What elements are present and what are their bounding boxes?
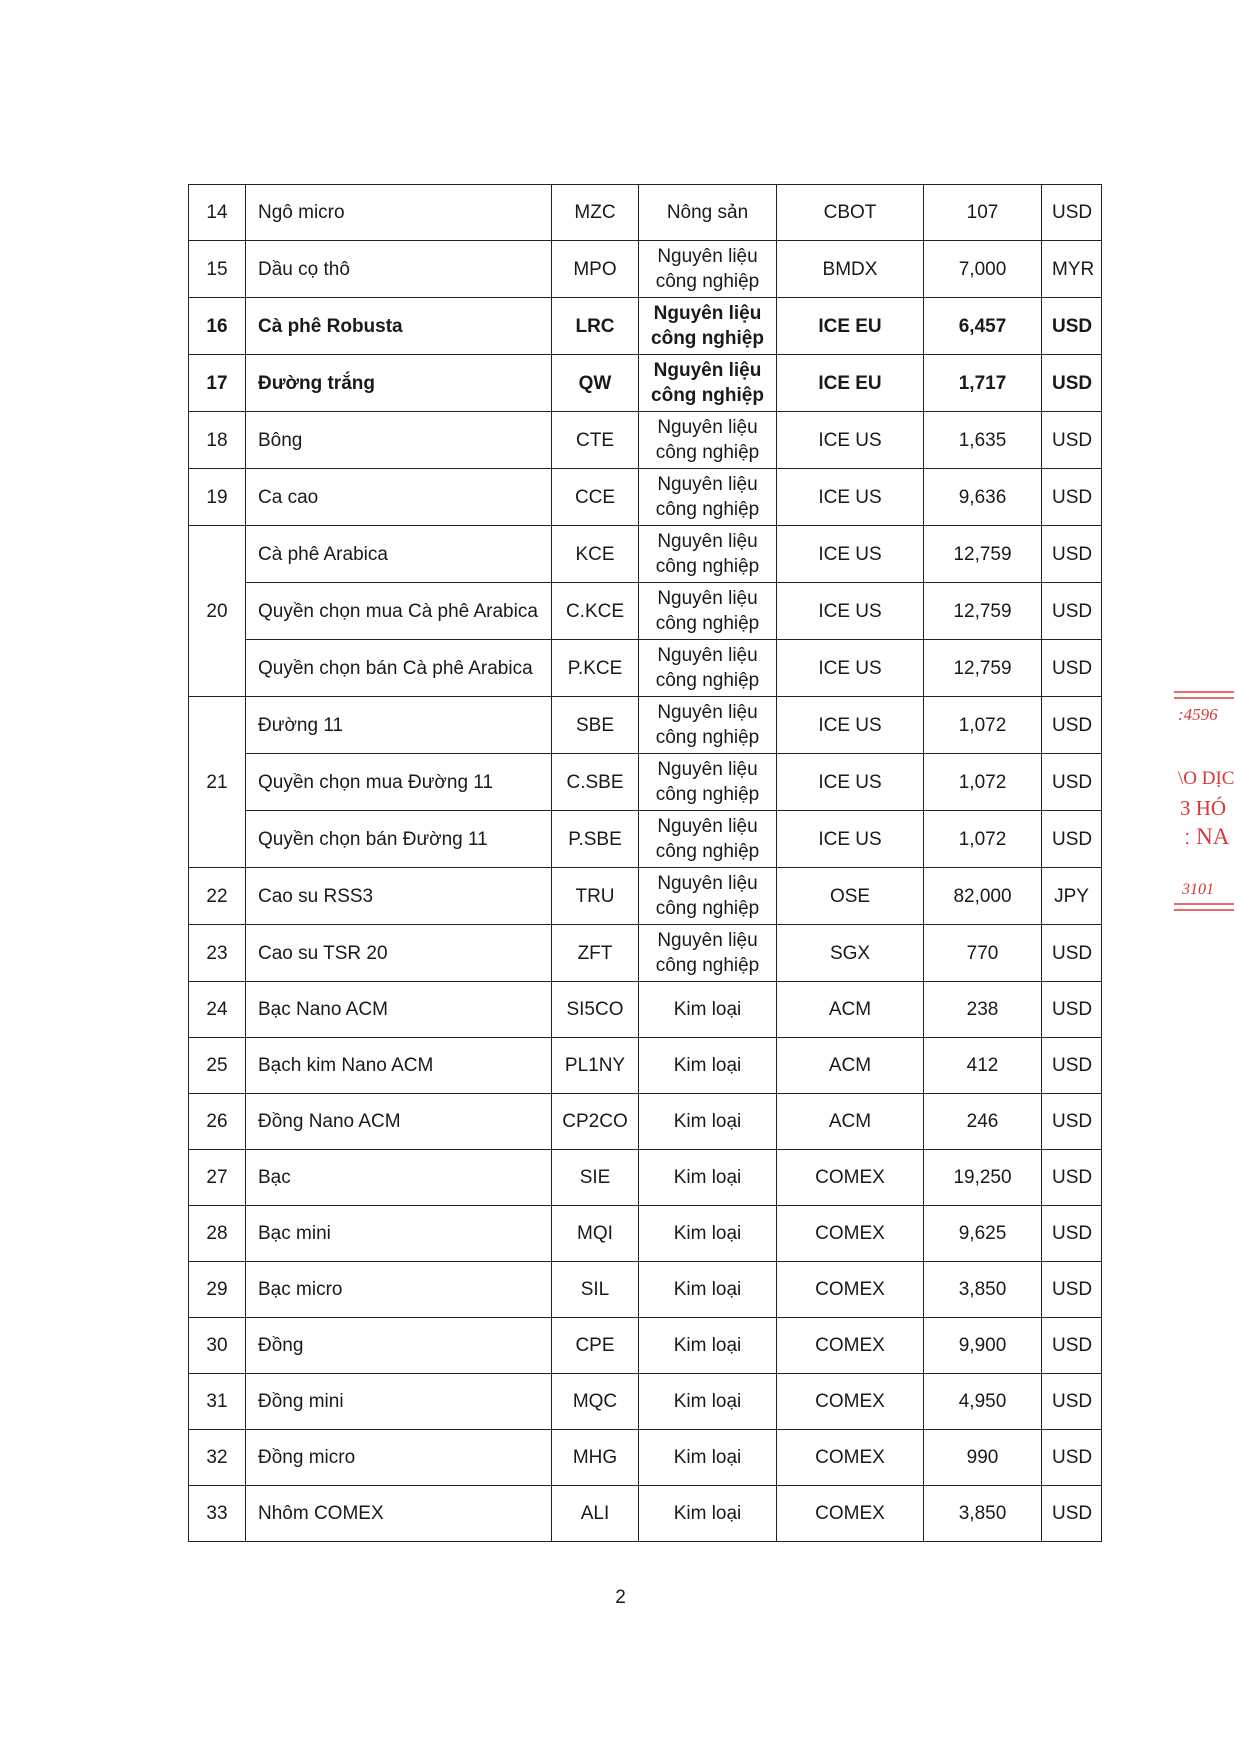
table-row [189, 469, 1102, 526]
exchange-cell: ICE US [777, 697, 924, 754]
table-row [189, 583, 1102, 640]
commodity-group-cell: Nguyên liệu công nghiệp [639, 412, 777, 469]
commodity-name-cell: Đường trắng [246, 355, 552, 412]
row-number-cell: 26 [189, 1094, 246, 1150]
commodity-group-cell: Nguyên liệu công nghiệp [639, 697, 777, 754]
table-row [189, 1262, 1102, 1318]
currency-cell: USD [1042, 526, 1102, 583]
exchange-cell: COMEX [777, 1430, 924, 1486]
row-number-cell: 31 [189, 1374, 246, 1430]
commodity-code-cell: LRC [552, 298, 639, 355]
currency-cell: USD [1042, 298, 1102, 355]
margin-value-cell: 19,250 [924, 1150, 1042, 1206]
exchange-cell: SGX [777, 925, 924, 982]
margin-value-cell: 12,759 [924, 526, 1042, 583]
margin-value-cell: 4,950 [924, 1374, 1042, 1430]
table-row [189, 868, 1102, 925]
commodity-name-cell: Quyền chọn bán Cà phê Arabica [246, 640, 552, 697]
currency-cell: USD [1042, 469, 1102, 526]
exchange-cell: ACM [777, 982, 924, 1038]
row-number-cell: 23 [189, 925, 246, 982]
table-row [189, 1150, 1102, 1206]
red-seal-fragment [1170, 683, 1241, 913]
margin-value-cell: 1,072 [924, 697, 1042, 754]
commodity-name-cell: Cà phê Arabica [246, 526, 552, 583]
commodity-group-cell: Nguyên liệu công nghiệp [639, 754, 777, 811]
commodity-group-cell: Nguyên liệu công nghiệp [639, 526, 777, 583]
exchange-cell: ICE US [777, 469, 924, 526]
row-number-cell: 17 [189, 355, 246, 412]
row-number-cell: 20 [189, 526, 246, 697]
row-number-cell: 21 [189, 697, 246, 868]
seal-line: ː NA [1184, 824, 1230, 849]
table-row [189, 241, 1102, 298]
row-number-cell: 15 [189, 241, 246, 298]
exchange-cell: ICE US [777, 412, 924, 469]
margin-value-cell: 7,000 [924, 241, 1042, 298]
commodity-group-cell: Kim loại [639, 1038, 777, 1094]
margin-value-cell: 9,636 [924, 469, 1042, 526]
commodity-group-cell: Nguyên liệu công nghiệp [639, 868, 777, 925]
currency-cell: USD [1042, 355, 1102, 412]
currency-cell: USD [1042, 982, 1102, 1038]
margin-value-cell: 3,850 [924, 1486, 1042, 1542]
margin-value-cell: 770 [924, 925, 1042, 982]
commodity-code-cell: CPE [552, 1318, 639, 1374]
currency-cell: USD [1042, 583, 1102, 640]
exchange-cell: COMEX [777, 1486, 924, 1542]
margin-value-cell: 107 [924, 185, 1042, 241]
exchange-cell: ICE US [777, 583, 924, 640]
currency-cell: USD [1042, 1486, 1102, 1542]
commodity-group-cell: Nguyên liệu công nghiệp [639, 469, 777, 526]
margin-value-cell: 1,072 [924, 754, 1042, 811]
table-row [189, 355, 1102, 412]
exchange-cell: ACM [777, 1038, 924, 1094]
table-row [189, 1206, 1102, 1262]
seal-line: :4596 [1178, 705, 1218, 724]
currency-cell: JPY [1042, 868, 1102, 925]
currency-cell: USD [1042, 412, 1102, 469]
table-row [189, 982, 1102, 1038]
commodity-code-cell: TRU [552, 868, 639, 925]
table-row [189, 754, 1102, 811]
currency-cell: USD [1042, 1430, 1102, 1486]
commodity-name-cell: Bạc Nano ACM [246, 982, 552, 1038]
row-number-cell: 14 [189, 185, 246, 241]
row-number-cell: 28 [189, 1206, 246, 1262]
exchange-cell: ICE US [777, 640, 924, 697]
row-number-cell: 16 [189, 298, 246, 355]
margin-value-cell: 9,900 [924, 1318, 1042, 1374]
commodity-name-cell: Bông [246, 412, 552, 469]
commodity-code-cell: SI5CO [552, 982, 639, 1038]
commodity-group-cell: Kim loại [639, 1094, 777, 1150]
commodity-group-cell: Nông sản [639, 185, 777, 241]
table-row [189, 412, 1102, 469]
commodity-code-cell: C.SBE [552, 754, 639, 811]
commodity-code-cell: P.SBE [552, 811, 639, 868]
exchange-cell: ICE US [777, 754, 924, 811]
commodity-group-cell: Kim loại [639, 1374, 777, 1430]
commodity-code-cell: CTE [552, 412, 639, 469]
commodity-group-cell: Nguyên liệu công nghiệp [639, 298, 777, 355]
currency-cell: MYR [1042, 241, 1102, 298]
seal-line: 3101 [1182, 881, 1214, 898]
table-row [189, 1318, 1102, 1374]
seal-line: \O DỊC [1178, 768, 1235, 789]
table-row [189, 1374, 1102, 1430]
margin-value-cell: 246 [924, 1094, 1042, 1150]
commodity-code-cell: SIL [552, 1262, 639, 1318]
row-number-cell: 25 [189, 1038, 246, 1094]
currency-cell: USD [1042, 811, 1102, 868]
currency-cell: USD [1042, 185, 1102, 241]
commodity-group-cell: Nguyên liệu công nghiệp [639, 583, 777, 640]
commodity-name-cell: Quyền chọn bán Đường 11 [246, 811, 552, 868]
commodity-name-cell: Nhôm COMEX [246, 1486, 552, 1542]
commodity-name-cell: Bạc mini [246, 1206, 552, 1262]
margin-value-cell: 238 [924, 982, 1042, 1038]
commodity-name-cell: Đồng mini [246, 1374, 552, 1430]
commodity-name-cell: Đồng Nano ACM [246, 1094, 552, 1150]
row-number-cell: 33 [189, 1486, 246, 1542]
currency-cell: USD [1042, 1150, 1102, 1206]
commodity-group-cell: Nguyên liệu công nghiệp [639, 241, 777, 298]
table-row [189, 1094, 1102, 1150]
commodity-code-cell: MQI [552, 1206, 639, 1262]
currency-cell: USD [1042, 925, 1102, 982]
margin-value-cell: 1,635 [924, 412, 1042, 469]
table-row [189, 298, 1102, 355]
commodity-name-cell: Cao su TSR 20 [246, 925, 552, 982]
margin-value-cell: 3,850 [924, 1262, 1042, 1318]
commodity-name-cell: Ngô micro [246, 185, 552, 241]
commodity-group-cell: Kim loại [639, 1150, 777, 1206]
commodity-group-cell: Kim loại [639, 1318, 777, 1374]
exchange-cell: ICE US [777, 526, 924, 583]
commodity-group-cell: Kim loại [639, 1486, 777, 1542]
row-number-cell: 19 [189, 469, 246, 526]
margin-value-cell: 990 [924, 1430, 1042, 1486]
commodity-name-cell: Ca cao [246, 469, 552, 526]
exchange-cell: BMDX [777, 241, 924, 298]
table-row [189, 925, 1102, 982]
commodity-code-cell: ALI [552, 1486, 639, 1542]
commodity-group-cell: Nguyên liệu công nghiệp [639, 811, 777, 868]
row-number-cell: 22 [189, 868, 246, 925]
margin-value-cell: 412 [924, 1038, 1042, 1094]
exchange-cell: ACM [777, 1094, 924, 1150]
commodity-name-cell: Quyền chọn mua Đường 11 [246, 754, 552, 811]
margin-value-cell: 6,457 [924, 298, 1042, 355]
commodity-code-cell: PL1NY [552, 1038, 639, 1094]
table-row [189, 1038, 1102, 1094]
commodity-name-cell: Cà phê Robusta [246, 298, 552, 355]
commodity-code-cell: CCE [552, 469, 639, 526]
table-row [189, 185, 1102, 241]
commodity-code-cell: MPO [552, 241, 639, 298]
exchange-cell: COMEX [777, 1150, 924, 1206]
page-number: 2 [615, 1587, 626, 1608]
exchange-cell: ICE US [777, 811, 924, 868]
commodity-code-cell: MQC [552, 1374, 639, 1430]
exchange-cell: OSE [777, 868, 924, 925]
row-number-cell: 30 [189, 1318, 246, 1374]
commodity-code-cell: KCE [552, 526, 639, 583]
commodity-code-cell: CP2CO [552, 1094, 639, 1150]
exchange-cell: COMEX [777, 1262, 924, 1318]
commodity-name-cell: Đồng [246, 1318, 552, 1374]
commodity-group-cell: Kim loại [639, 1262, 777, 1318]
commodity-name-cell: Bạch kim Nano ACM [246, 1038, 552, 1094]
exchange-cell: COMEX [777, 1206, 924, 1262]
commodity-group-cell: Kim loại [639, 982, 777, 1038]
commodity-code-cell: MZC [552, 185, 639, 241]
table-row [189, 1430, 1102, 1486]
commodity-code-cell: P.KCE [552, 640, 639, 697]
commodity-name-cell: Bạc micro [246, 1262, 552, 1318]
currency-cell: USD [1042, 1374, 1102, 1430]
commodity-name-cell: Đường 11 [246, 697, 552, 754]
currency-cell: USD [1042, 1262, 1102, 1318]
exchange-cell: ICE EU [777, 355, 924, 412]
commodity-group-cell: Nguyên liệu công nghiệp [639, 640, 777, 697]
currency-cell: USD [1042, 697, 1102, 754]
exchange-cell: ICE EU [777, 298, 924, 355]
commodity-group-cell: Nguyên liệu công nghiệp [639, 355, 777, 412]
exchange-cell: CBOT [777, 185, 924, 241]
commodity-name-cell: Bạc [246, 1150, 552, 1206]
commodity-name-cell: Dầu cọ thô [246, 241, 552, 298]
commodity-group-cell: Kim loại [639, 1430, 777, 1486]
margin-value-cell: 12,759 [924, 583, 1042, 640]
table-row [189, 811, 1102, 868]
commodity-name-cell: Cao su RSS3 [246, 868, 552, 925]
margin-value-cell: 82,000 [924, 868, 1042, 925]
table-row [189, 640, 1102, 697]
margin-value-cell: 1,072 [924, 811, 1042, 868]
table-row [189, 526, 1102, 583]
commodity-code-cell: MHG [552, 1430, 639, 1486]
currency-cell: USD [1042, 1318, 1102, 1374]
row-number-cell: 27 [189, 1150, 246, 1206]
exchange-cell: COMEX [777, 1318, 924, 1374]
commodity-code-cell: SBE [552, 697, 639, 754]
row-number-cell: 24 [189, 982, 246, 1038]
margin-value-cell: 12,759 [924, 640, 1042, 697]
commodity-code-cell: QW [552, 355, 639, 412]
commodity-code-cell: C.KCE [552, 583, 639, 640]
commodity-name-cell: Đồng micro [246, 1430, 552, 1486]
table-row [189, 697, 1102, 754]
margin-value-cell: 1,717 [924, 355, 1042, 412]
currency-cell: USD [1042, 640, 1102, 697]
seal-line: 3 HÓ [1180, 796, 1227, 820]
margin-value-cell: 9,625 [924, 1206, 1042, 1262]
exchange-cell: COMEX [777, 1374, 924, 1430]
currency-cell: USD [1042, 1094, 1102, 1150]
row-number-cell: 18 [189, 412, 246, 469]
currency-cell: USD [1042, 754, 1102, 811]
row-number-cell: 32 [189, 1430, 246, 1486]
commodity-group-cell: Nguyên liệu công nghiệp [639, 925, 777, 982]
row-number-cell: 29 [189, 1262, 246, 1318]
commodity-code-cell: ZFT [552, 925, 639, 982]
table-row [189, 1486, 1102, 1542]
commodity-name-cell: Quyền chọn mua Cà phê Arabica [246, 583, 552, 640]
currency-cell: USD [1042, 1206, 1102, 1262]
commodity-code-cell: SIE [552, 1150, 639, 1206]
commodity-table [188, 184, 1102, 1542]
currency-cell: USD [1042, 1038, 1102, 1094]
commodity-group-cell: Kim loại [639, 1206, 777, 1262]
